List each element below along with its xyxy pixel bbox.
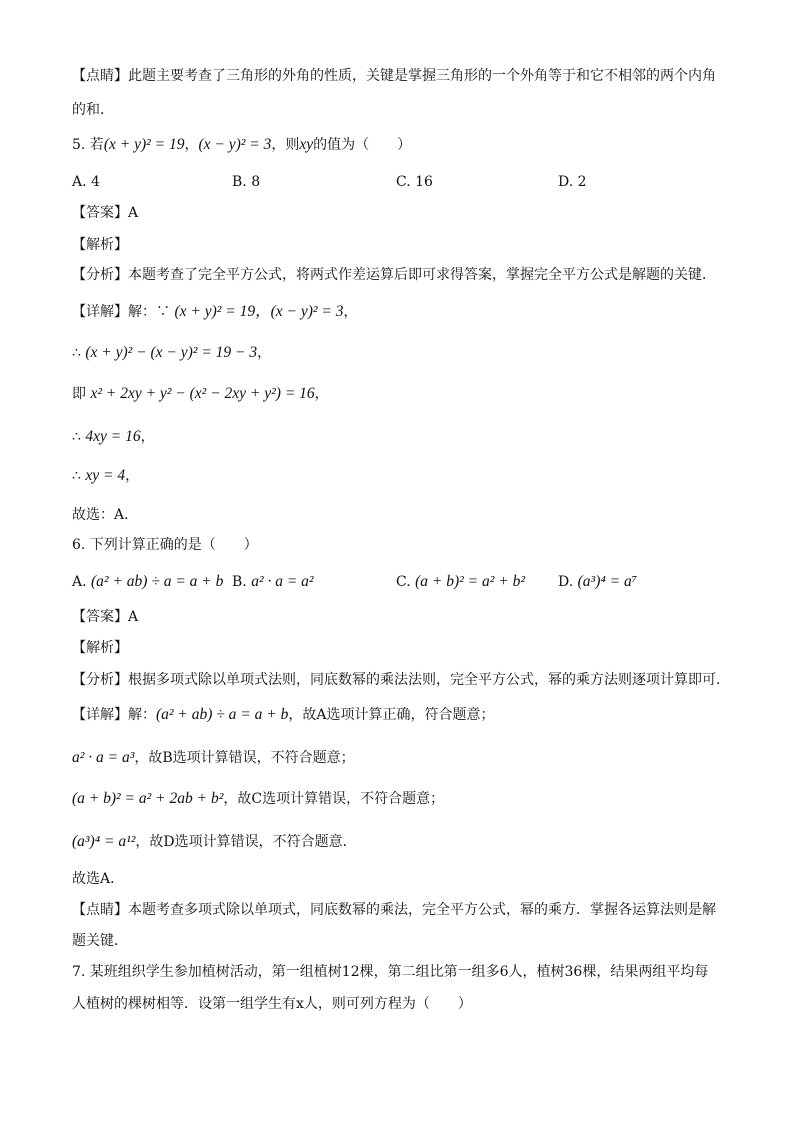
- q5-target: xy: [299, 136, 314, 153]
- q5-option-b: B. 8: [232, 174, 261, 190]
- q5-end: 的值为（ ）: [313, 137, 412, 153]
- analysis-line: 【分析】本题考查了完全平方公式，将两式作差运算后即可求得答案，掌握完全平方公式是解题的关键．: [72, 267, 716, 283]
- solution-step: (a³)⁴ = a¹²，故D选项计算错误，不符合题意．: [72, 833, 357, 850]
- answer-label: 【答案】A: [72, 205, 139, 221]
- question-7-stem: 7. 某班组织学生参加植树活动，第一组植树12棵，第二组比第一组多6人，植树36棵，结果两组平均每: [72, 964, 709, 980]
- question-7-stem: 人植树的棵树相等．设第一组学生有x人，则可列方程为（ ）: [72, 996, 472, 1012]
- q6-option-b: B. a² · a = a²: [232, 573, 314, 590]
- solution-step: 【详解】解：(a² + ab) ÷ a = a + b，故A选项计算正确，符合题意；: [72, 706, 495, 723]
- analysis-line: 【分析】根据多项式除以单项式法则，同底数幂的乘法法则，完全平方公式，幂的乘方法则逐项计算即可．: [72, 672, 730, 688]
- solution-step: (a + b)² = a² + 2ab + b²，故C选项计算错误，不符合题意；: [72, 790, 445, 807]
- conclusion-line: 故选A．: [72, 871, 125, 887]
- note-line: 题关键．: [72, 933, 128, 949]
- solution-step: ∴ (x + y)² − (x − y)² = 19 − 3，: [72, 344, 272, 361]
- q6-option-d: D. (a³)⁴ = a⁷: [558, 573, 638, 590]
- q5-lead: 5. 若: [72, 137, 104, 153]
- answer-label: 【答案】A: [72, 609, 139, 625]
- q5-separator: ，: [184, 137, 199, 153]
- q5-option-c: C. 16: [396, 174, 433, 190]
- solution-step: 即 x² + 2xy + y² − (x² − 2xy + y²) = 16，: [72, 385, 329, 402]
- note-line: 【点睛】本题考查多项式除以单项式，同底数幂的乘法，完全平方公式，幂的乘方．掌握各运算法则是解: [72, 902, 716, 918]
- question-6-stem: 6. 下列计算正确的是（ ）: [72, 537, 258, 553]
- q5-tail: ，则: [271, 137, 300, 153]
- q5-option-d: D. 2: [558, 174, 587, 190]
- solution-step: ∴ 4xy = 16，: [72, 428, 155, 445]
- q5-option-a: A. 4: [72, 174, 100, 190]
- q5-condition-2: (x − y)² = 3: [198, 136, 272, 153]
- q6-option-a: A. (a² + ab) ÷ a = a + b: [72, 573, 224, 590]
- note-line: 【点睛】此题主要考查了三角形的外角的性质，关键是掌握三角形的一个外角等于和它不相邻的两个内角: [72, 68, 716, 84]
- solution-step: 【详解】解：∵ (x + y)² = 19，(x − y)² = 3，: [72, 303, 358, 320]
- solution-step: ∴ xy = 4，: [72, 467, 140, 484]
- q6-option-c: C. (a + b)² = a² + b²: [396, 573, 526, 590]
- q5-condition-1: (x + y)² = 19: [103, 136, 185, 153]
- analysis-label: 【解析】: [72, 640, 128, 656]
- analysis-label: 【解析】: [72, 237, 128, 253]
- conclusion-line: 故选：A．: [72, 507, 139, 523]
- note-line: 的和．: [72, 102, 114, 118]
- solution-step: a² · a = a³，故B选项计算错误，不符合题意；: [72, 749, 355, 766]
- question-5-stem: [72, 135, 734, 155]
